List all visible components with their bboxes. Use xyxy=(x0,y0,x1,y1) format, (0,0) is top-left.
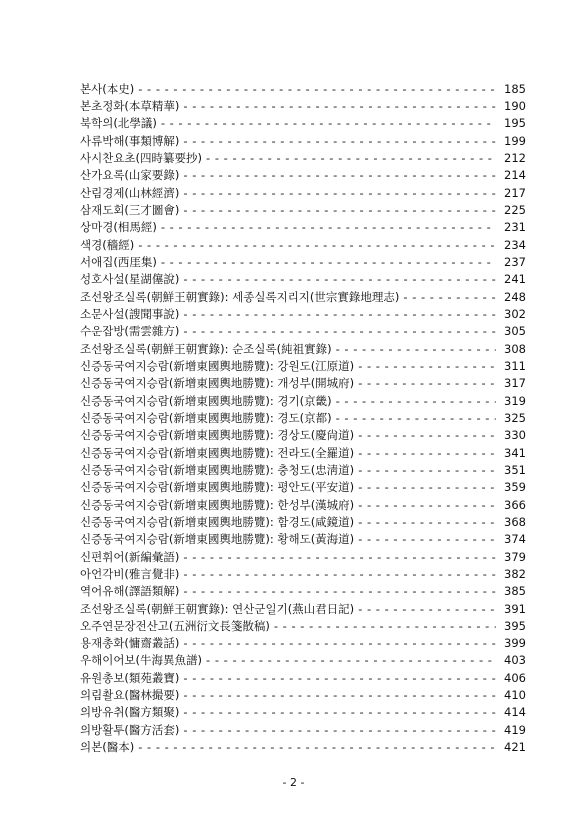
toc-entry xyxy=(80,513,526,530)
dash-leader xyxy=(183,636,496,650)
toc-entry-page: 237 xyxy=(504,254,526,269)
toc-entry xyxy=(80,392,526,409)
toc-entry xyxy=(80,340,526,357)
toc-entry xyxy=(80,686,526,703)
toc-entry-page: 379 xyxy=(504,549,526,564)
dash-leader xyxy=(336,394,496,408)
toc-entry-title: 신증동국여지승람(新增東國輿地勝覽): 전라도(全羅道) xyxy=(80,445,355,460)
dash-leader xyxy=(183,134,496,148)
toc-entry-title: 아언각비(雅言覺非) xyxy=(80,566,180,581)
toc-entry xyxy=(80,738,526,755)
toc-entry-page: 374 xyxy=(504,532,526,547)
toc-entry-page: 185 xyxy=(504,81,526,96)
toc-entry-title: 우해이어보(牛海異魚譜) xyxy=(80,653,203,668)
toc-entry-title: 상마경(相馬經) xyxy=(80,220,157,235)
toc-entry xyxy=(80,635,526,652)
dash-leader xyxy=(161,116,496,130)
toc-entry xyxy=(80,236,526,253)
dash-leader xyxy=(336,411,496,425)
toc-entry-page: 368 xyxy=(504,514,526,529)
toc-entry-page: 305 xyxy=(504,324,526,339)
toc-entry-title: 삼재도회(三才圖會) xyxy=(80,202,180,217)
table-of-contents xyxy=(80,80,526,756)
toc-entry-page: 419 xyxy=(504,722,526,737)
toc-entry-page: 366 xyxy=(504,497,526,512)
dash-leader xyxy=(183,688,496,702)
toc-entry-page: 248 xyxy=(504,289,526,304)
dash-leader xyxy=(358,498,496,512)
toc-entry xyxy=(80,115,526,132)
toc-entry xyxy=(80,132,526,149)
toc-entry-title: 본사(本史) xyxy=(80,81,135,96)
dash-leader xyxy=(138,740,496,754)
page-number: - 2 - xyxy=(282,776,305,789)
dash-leader xyxy=(358,532,496,546)
toc-entry-page: 391 xyxy=(504,601,526,616)
dash-leader xyxy=(183,723,496,737)
toc-entry-title: 북학의(北學議) xyxy=(80,116,157,131)
dash-leader xyxy=(358,480,496,494)
toc-entry-title: 조선왕조실록(朝鮮王朝實錄): 세종실록지리지(世宗實錄地理志) xyxy=(80,289,400,304)
toc-entry xyxy=(80,444,526,461)
toc-entry-page: 414 xyxy=(504,705,526,720)
toc-entry-page: 195 xyxy=(504,116,526,131)
toc-entry-title: 산가요록(山家要錄) xyxy=(80,168,180,183)
toc-entry xyxy=(80,600,526,617)
toc-entry-title: 수운잡방(需雲雜方) xyxy=(80,324,180,339)
toc-entry xyxy=(80,253,526,270)
toc-entry-page: 385 xyxy=(504,584,526,599)
toc-entry-page: 217 xyxy=(504,185,526,200)
dash-leader xyxy=(183,168,496,182)
dash-leader xyxy=(183,324,496,338)
toc-entry-page: 302 xyxy=(504,306,526,321)
dash-leader xyxy=(358,446,496,460)
toc-entry-title: 신증동국여지승람(新增東國輿地勝覽): 개성부(開城府) xyxy=(80,376,355,391)
toc-entry-title: 신증동국여지승람(新增東國輿地勝覽): 평안도(平安道) xyxy=(80,480,355,495)
toc-entry xyxy=(80,80,526,97)
dash-leader xyxy=(358,359,496,373)
dash-leader xyxy=(183,567,496,581)
toc-entry xyxy=(80,617,526,634)
toc-entry-title: 조선왕조실록(朝鮮王朝實錄): 순조실록(純祖實錄) xyxy=(80,341,332,356)
toc-entry xyxy=(80,496,526,513)
toc-entry-title: 역어유해(譯語類解) xyxy=(80,584,180,599)
toc-entry-title: 신증동국여지승람(新增東國輿地勝覽): 강원도(江原道) xyxy=(80,358,355,373)
toc-entry xyxy=(80,167,526,184)
toc-entry-page: 403 xyxy=(504,653,526,668)
toc-entry-page: 359 xyxy=(504,480,526,495)
toc-entry-title: 신증동국여지승람(新增東國輿地勝覽): 경도(京都) xyxy=(80,410,332,425)
toc-entry-page: 351 xyxy=(504,462,526,477)
dash-leader xyxy=(183,705,496,719)
toc-entry-page: 382 xyxy=(504,566,526,581)
dash-leader xyxy=(358,515,496,529)
toc-entry-page: 241 xyxy=(504,272,526,287)
dash-leader xyxy=(358,376,496,390)
toc-entry xyxy=(80,305,526,322)
toc-entry-page: 421 xyxy=(504,740,526,755)
dash-leader xyxy=(138,238,496,252)
toc-entry xyxy=(80,479,526,496)
toc-entry xyxy=(80,149,526,166)
toc-entry-page: 190 xyxy=(504,98,526,113)
toc-entry-page: 199 xyxy=(504,133,526,148)
dash-leader xyxy=(358,602,496,616)
toc-entry xyxy=(80,583,526,600)
toc-entry-title: 본초정화(本草精華) xyxy=(80,98,180,113)
toc-entry xyxy=(80,357,526,374)
toc-entry-page: 212 xyxy=(504,150,526,165)
toc-entry xyxy=(80,565,526,582)
dash-leader xyxy=(183,584,496,598)
toc-entry-title: 신증동국여지승람(新增東國輿地勝覽): 경상도(慶尙道) xyxy=(80,428,355,443)
toc-entry-page: 410 xyxy=(504,688,526,703)
toc-entry-title: 신증동국여지승람(新增東國輿地勝覽): 한성부(漢城府) xyxy=(80,497,355,512)
dash-leader xyxy=(358,428,496,442)
dash-leader xyxy=(183,186,496,200)
toc-entry-page: 317 xyxy=(504,376,526,391)
toc-entry-title: 유원총보(類苑叢寶) xyxy=(80,670,180,685)
toc-entry-title: 서애집(西厓集) xyxy=(80,254,157,269)
toc-entry-title: 용재총화(慵齋叢話) xyxy=(80,636,180,651)
toc-entry xyxy=(80,409,526,426)
toc-entry-title: 의방활투(醫方活套) xyxy=(80,722,180,737)
toc-entry xyxy=(80,669,526,686)
toc-entry-title: 의림촬요(醫林撮要) xyxy=(80,688,180,703)
toc-entry-page: 330 xyxy=(504,428,526,443)
dash-leader xyxy=(183,671,496,685)
dash-leader xyxy=(183,203,496,217)
toc-entry-title: 산림경제(山林經濟) xyxy=(80,185,180,200)
dash-leader xyxy=(183,272,496,286)
toc-entry xyxy=(80,461,526,478)
toc-entry-page: 311 xyxy=(504,358,526,373)
toc-entry xyxy=(80,219,526,236)
toc-entry-page: 399 xyxy=(504,636,526,651)
toc-entry-page: 308 xyxy=(504,341,526,356)
toc-entry xyxy=(80,704,526,721)
toc-entry-title: 의방유취(醫方類聚) xyxy=(80,705,180,720)
toc-entry-title: 사시찬요초(四時纂要抄) xyxy=(80,150,203,165)
toc-entry-title: 소문사설(謏聞事說) xyxy=(80,306,180,321)
dash-leader xyxy=(183,550,496,564)
dash-leader xyxy=(161,220,496,234)
dash-leader xyxy=(358,463,496,477)
toc-entry-title: 조선왕조실록(朝鮮王朝實錄): 연산군일기(燕山君日記) xyxy=(80,601,355,616)
toc-entry xyxy=(80,427,526,444)
toc-entry-page: 395 xyxy=(504,618,526,633)
toc-entry-page: 234 xyxy=(504,237,526,252)
toc-entry-page: 231 xyxy=(504,220,526,235)
dash-leader xyxy=(161,255,496,269)
toc-entry xyxy=(80,97,526,114)
toc-entry-title: 색경(穡經) xyxy=(80,237,135,252)
toc-entry-page: 319 xyxy=(504,393,526,408)
toc-entry-title: 신증동국여지승람(新增東國輿地勝覽): 황해도(黃海道) xyxy=(80,532,355,547)
toc-entry-page: 406 xyxy=(504,670,526,685)
toc-entry xyxy=(80,271,526,288)
dash-leader xyxy=(206,653,496,667)
toc-entry xyxy=(80,721,526,738)
toc-entry-title: 신편휘어(新編彙語) xyxy=(80,549,180,564)
dash-leader xyxy=(336,342,496,356)
dash-leader xyxy=(403,290,496,304)
toc-entry xyxy=(80,184,526,201)
toc-entry-title: 의본(醫本) xyxy=(80,740,135,755)
toc-entry-page: 325 xyxy=(504,410,526,425)
toc-entry-title: 성호사설(星湖僿說) xyxy=(80,272,180,287)
dash-leader xyxy=(183,307,496,321)
toc-entry-page: 341 xyxy=(504,445,526,460)
dash-leader xyxy=(183,99,496,113)
toc-entry-page: 225 xyxy=(504,202,526,217)
toc-entry xyxy=(80,652,526,669)
toc-entry-title: 신증동국여지승람(新增東國輿地勝覽): 함경도(咸鏡道) xyxy=(80,514,355,529)
toc-entry xyxy=(80,531,526,548)
toc-entry xyxy=(80,375,526,392)
dash-leader xyxy=(138,82,496,96)
toc-entry xyxy=(80,201,526,218)
toc-entry-title: 신증동국여지승람(新增東國輿地勝覽): 충청도(忠淸道) xyxy=(80,462,355,477)
toc-entry-title: 사류박해(事類博解) xyxy=(80,133,180,148)
toc-entry-page: 214 xyxy=(504,168,526,183)
dash-leader xyxy=(206,151,496,165)
toc-entry-title: 오주연문장전산고(五洲衍文長箋散稿) xyxy=(80,618,270,633)
toc-entry xyxy=(80,323,526,340)
toc-entry xyxy=(80,548,526,565)
toc-entry-title: 신증동국여지승람(新增東國輿地勝覽): 경기(京畿) xyxy=(80,393,332,408)
toc-entry xyxy=(80,288,526,305)
dash-leader xyxy=(274,619,496,633)
